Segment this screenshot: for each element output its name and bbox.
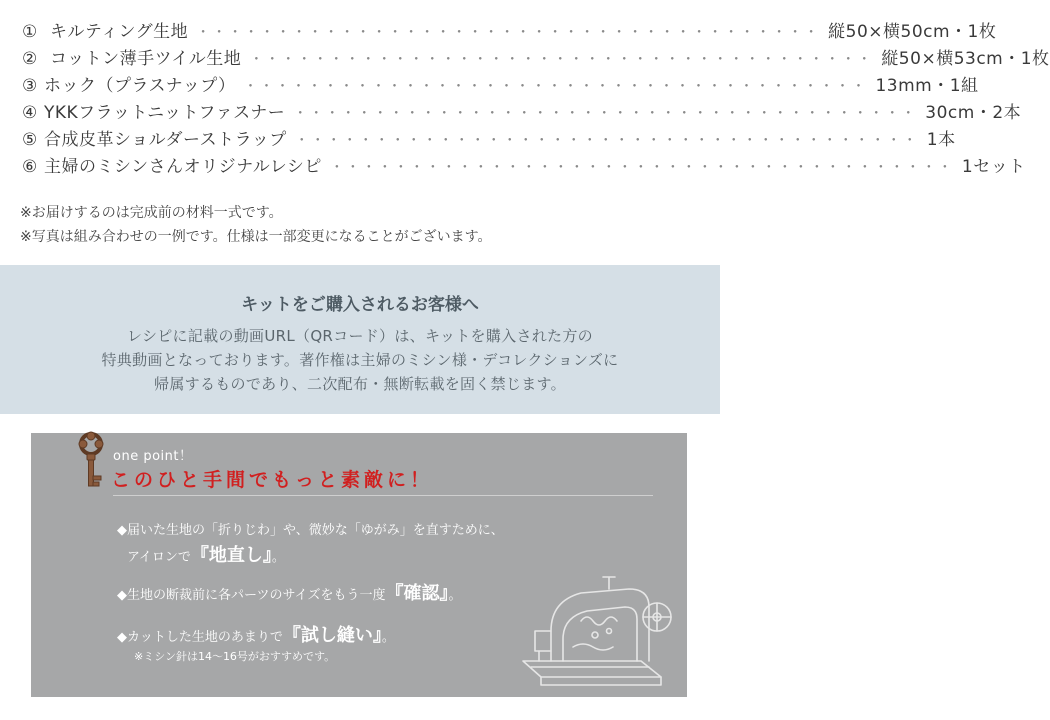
material-spec: 30cm・2本 <box>925 103 1022 123</box>
material-row <box>22 152 1026 179</box>
tip-text: ◆生地の断裁前に各パーツのサイズをもう一度 <box>117 588 386 603</box>
note-line: ※写真は組み合わせの一例です。仕様は一部変更になることがございます。 <box>20 229 492 245</box>
material-row <box>22 71 979 98</box>
material-name: 合成皮革ショルダーストラップ <box>44 130 287 150</box>
tip-iron-straighten <box>127 541 285 567</box>
one-point-panel <box>31 433 687 697</box>
material-row <box>22 44 1050 71</box>
tip-emphasis: 『地直し』 <box>190 545 272 566</box>
notes <box>20 201 492 249</box>
material-spec: 13mm・1組 <box>875 76 979 96</box>
kit-notice <box>0 265 720 414</box>
material-name: コットン薄手ツイル生地 <box>50 49 242 69</box>
kit-notice-line: 特典動画となっております。著作権は主婦のミシン様・デコレクションズに <box>101 351 619 369</box>
leader-dots: ・・・・・・・・・・・・・・・・・・・・・・・・・・・・・・・・・・・・・・・ <box>249 52 874 68</box>
material-name: YKKフラットニットファスナー <box>44 103 286 123</box>
one-point-label: one point！ <box>113 449 193 464</box>
material-name: キルティング生地 <box>50 22 189 42</box>
leader-dots: ・・・・・・・・・・・・・・・・・・・・・・・・・・・・・・・・・・・・・・・ <box>329 160 954 176</box>
material-spec: 1セット <box>961 157 1026 177</box>
material-name: 主婦のミシンさんオリジナルレシピ <box>44 157 322 177</box>
tip-test-sewing <box>117 621 395 647</box>
tip-end: 。 <box>271 550 285 565</box>
note-line: ※お届けするのは完成前の材料一式です。 <box>20 205 283 221</box>
material-row <box>22 125 956 152</box>
material-row <box>22 98 1022 125</box>
material-number: ⑥ <box>22 157 38 177</box>
material-spec: 縦50×横50cm・1枚 <box>828 22 997 42</box>
tip-end: 。 <box>381 630 395 645</box>
divider <box>113 495 653 496</box>
needle-note: ※ミシン針は14～16号がおすすめです。 <box>134 650 336 663</box>
antique-key-icon <box>69 430 113 496</box>
tip-check-size <box>117 579 461 605</box>
kit-notice-line: レシピに記載の動画URL（QRコード）は、キットを購入された方の <box>127 327 593 345</box>
one-point-title: このひと手間でもっと素敵に！ <box>111 469 434 491</box>
tip-end: 。 <box>448 588 462 603</box>
leader-dots: ・・・・・・・・・・・・・・・・・・・・・・・・・・・・・・・・・・・・・・・ <box>294 133 919 149</box>
material-spec: 縦50×横53cm・1枚 <box>881 49 1050 69</box>
material-spec: 1本 <box>926 130 956 150</box>
kit-notice-title: キットをご購入されるお客様へ <box>241 295 479 315</box>
material-number: ② <box>22 49 38 69</box>
material-number: ④ <box>22 103 38 123</box>
kit-notice-body <box>0 324 720 396</box>
material-number: ⑤ <box>22 130 38 150</box>
tip-emphasis: 『試し縫い』 <box>282 625 382 646</box>
leader-dots: ・・・・・・・・・・・・・・・・・・・・・・・・・・・・・・・・・・・・・・・ <box>243 79 868 95</box>
material-row <box>22 17 997 44</box>
material-number: ① <box>22 22 38 42</box>
material-name: ホック（プラスナップ） <box>44 76 236 96</box>
kit-notice-line: 帰属するものであり、二次配布・無断転載を固く禁じます。 <box>154 375 566 393</box>
material-number: ③ <box>22 76 38 96</box>
sewing-machine-illustration <box>511 561 671 691</box>
tip-text: ◆カットした生地のあまりで <box>117 630 283 645</box>
tip-text: アイロンで <box>127 550 191 565</box>
tip-fabric-wrinkles: ◆届いた生地の「折りじわ」や、微妙な「ゆがみ」を直すために、 <box>117 523 504 538</box>
materials-list <box>22 17 1050 179</box>
tip-emphasis: 『確認』 <box>385 583 449 604</box>
leader-dots: ・・・・・・・・・・・・・・・・・・・・・・・・・・・・・・・・・・・・・・・ <box>196 25 821 41</box>
leader-dots: ・・・・・・・・・・・・・・・・・・・・・・・・・・・・・・・・・・・・・・・ <box>293 106 918 122</box>
